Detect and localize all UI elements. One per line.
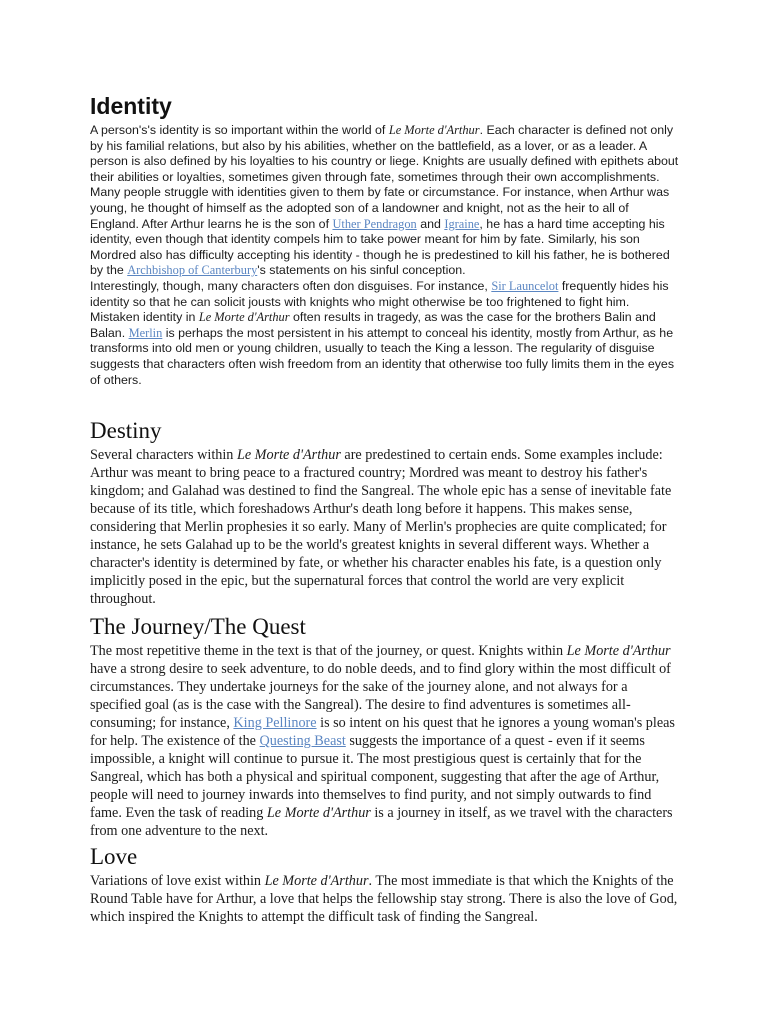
journey-heading: The Journey/The Quest bbox=[90, 614, 306, 640]
book-title: Le Morte d'Arthur bbox=[566, 643, 671, 660]
text-run: A person's's identity is so important within the world of bbox=[90, 123, 389, 137]
section-spacer bbox=[90, 388, 680, 418]
text-run: frequently hides his identity so that he can solicit jousts with knights who might otherwise be too frightened to fight him. Mistaken identity in bbox=[90, 278, 669, 325]
identity-heading: Identity bbox=[90, 93, 172, 119]
link-sir-launcelot[interactable]: Sir Launcelot bbox=[491, 278, 559, 293]
love-paragraph bbox=[90, 872, 680, 926]
text-run: and bbox=[416, 216, 445, 231]
text-run: Variations of love exist within bbox=[90, 873, 265, 890]
book-title: Le Morte d'Arthur bbox=[236, 447, 341, 464]
text-run: have a strong desire to seek adventure, to do noble deeds, and to find glory within the most difficult of circumstances. They undertake journeys for the sake of the journey alone, and not always for a specified goal (as is the case with the Sangreal). The desire to find adventures is sometimes all-consuming; for instance, bbox=[90, 661, 671, 732]
text-run: are predestined to certain ends. Some examples include: Arthur was meant to bring peace to a fractured country; Mordred was meant to destroy his father's kingdom; and Galahad was destined to find the Sangreal. The whole epic has a sense of inevitable fate because of its title, which foreshadows Arthur's death long before it happens. This makes sense, considering that Merlin prophesies it so early. Many of Merlin's prophecies are quite complicated; for instance, he sets Galahad up to be the world's greatest knights in several different ways. Whether a character's identity is determined by fate, or whether his character enables his fate, is a question only implicitly posed in the epic, but the supernatural forces that control the world are very explicit throughout. bbox=[90, 447, 672, 608]
book-title: Le Morte d'Arthur bbox=[266, 805, 371, 822]
book-title: Le Morte d'Arthur bbox=[198, 310, 290, 325]
text-run: is so intent on his quest that he ignores a young woman's pleas for help. The existence of the bbox=[90, 715, 675, 750]
identity-paragraph-1 bbox=[90, 123, 680, 279]
destiny-paragraph bbox=[90, 446, 680, 608]
text-run: is perhaps the most persistent in his attempt to conceal his identity, mostly from Arthur, as he transforms into old men or young children, usually to teach the King a lesson. The regularity of disguise suggests that characters often wish freedom from an identity that otherwise too fully limits them in the eyes of others. bbox=[90, 325, 675, 387]
link-merlin[interactable]: Merlin bbox=[128, 325, 163, 340]
love-heading: Love bbox=[90, 844, 138, 870]
journey-section bbox=[90, 614, 680, 840]
text-run: Several characters within bbox=[90, 447, 237, 464]
text-run: Interestingly, though, many characters often don disguises. For instance, bbox=[90, 278, 492, 293]
link-igraine[interactable]: Igraine bbox=[444, 216, 480, 231]
text-run: . Each character is defined not only by his familial relations, but also by his abilities, whether on the battlefield, as a lover, or as a leader. A person is also defined by his loyalties to his country or liege. Knights are usually defined with epithets about their abilities or loyalties, sometimes given through fate, sometimes through their own accomplishments. Many people struggle with identities given to them by fate or circumstance. For instance, when Arthur was young, he thought of himself as the adopted son of a landowner and knight, not as the heir to all of England. After Arthur learns he is the son of bbox=[90, 123, 679, 231]
text-run: often results in tragedy, as was the case for the brothers Balin and Balan. bbox=[90, 310, 656, 340]
link-king-pellinore[interactable]: King Pellinore bbox=[233, 715, 317, 732]
identity-section bbox=[90, 92, 680, 388]
document-page bbox=[90, 92, 680, 926]
book-title: Le Morte d'Arthur bbox=[388, 123, 480, 137]
text-run: The most repetitive theme in the text is that of the journey, or quest. Knights within bbox=[90, 643, 567, 660]
book-title: Le Morte d'Arthur bbox=[264, 873, 369, 890]
text-run: is a journey in itself, as we travel with the characters from one adventure to the next. bbox=[90, 805, 673, 840]
text-run: . The most immediate is that which the Knights of the Round Table have for Arthur, a love that helps the fellowship stay strong. There is also the love of God, which inspired the Knights to attempt the difficult task of finding the Sangreal. bbox=[90, 873, 678, 926]
journey-paragraph bbox=[90, 642, 680, 840]
text-run: 's statements on his sinful conception. bbox=[257, 263, 466, 278]
destiny-heading: Destiny bbox=[90, 418, 162, 444]
identity-paragraph-2 bbox=[90, 279, 680, 388]
love-section bbox=[90, 844, 680, 926]
link-questing-beast[interactable]: Questing Beast bbox=[259, 733, 346, 750]
link-uther-pendragon[interactable]: Uther Pendragon bbox=[332, 216, 417, 231]
text-run: , he has a hard time accepting his identity, even though that identity compels him to take power meant for him by fate. Similarly, his son Mordred also has difficulty accepting his identity - though he is predestined to kill his father, he is bothered by the bbox=[90, 216, 670, 278]
text-run: suggests the importance of a quest - even if it seems impossible, a knight will continue to pursue it. The most prestigious quest is certainly that for the Sangreal, which has both a physical and spiritual component, suggesting that after the age of Arthur, people will need to journey inwards into themselves to find purity, and not simply outwards to find fame. Even the task of reading bbox=[90, 733, 660, 822]
destiny-section bbox=[90, 418, 680, 608]
link-archbishop-of-canterbury[interactable]: Archbishop of Canterbury bbox=[127, 263, 258, 278]
